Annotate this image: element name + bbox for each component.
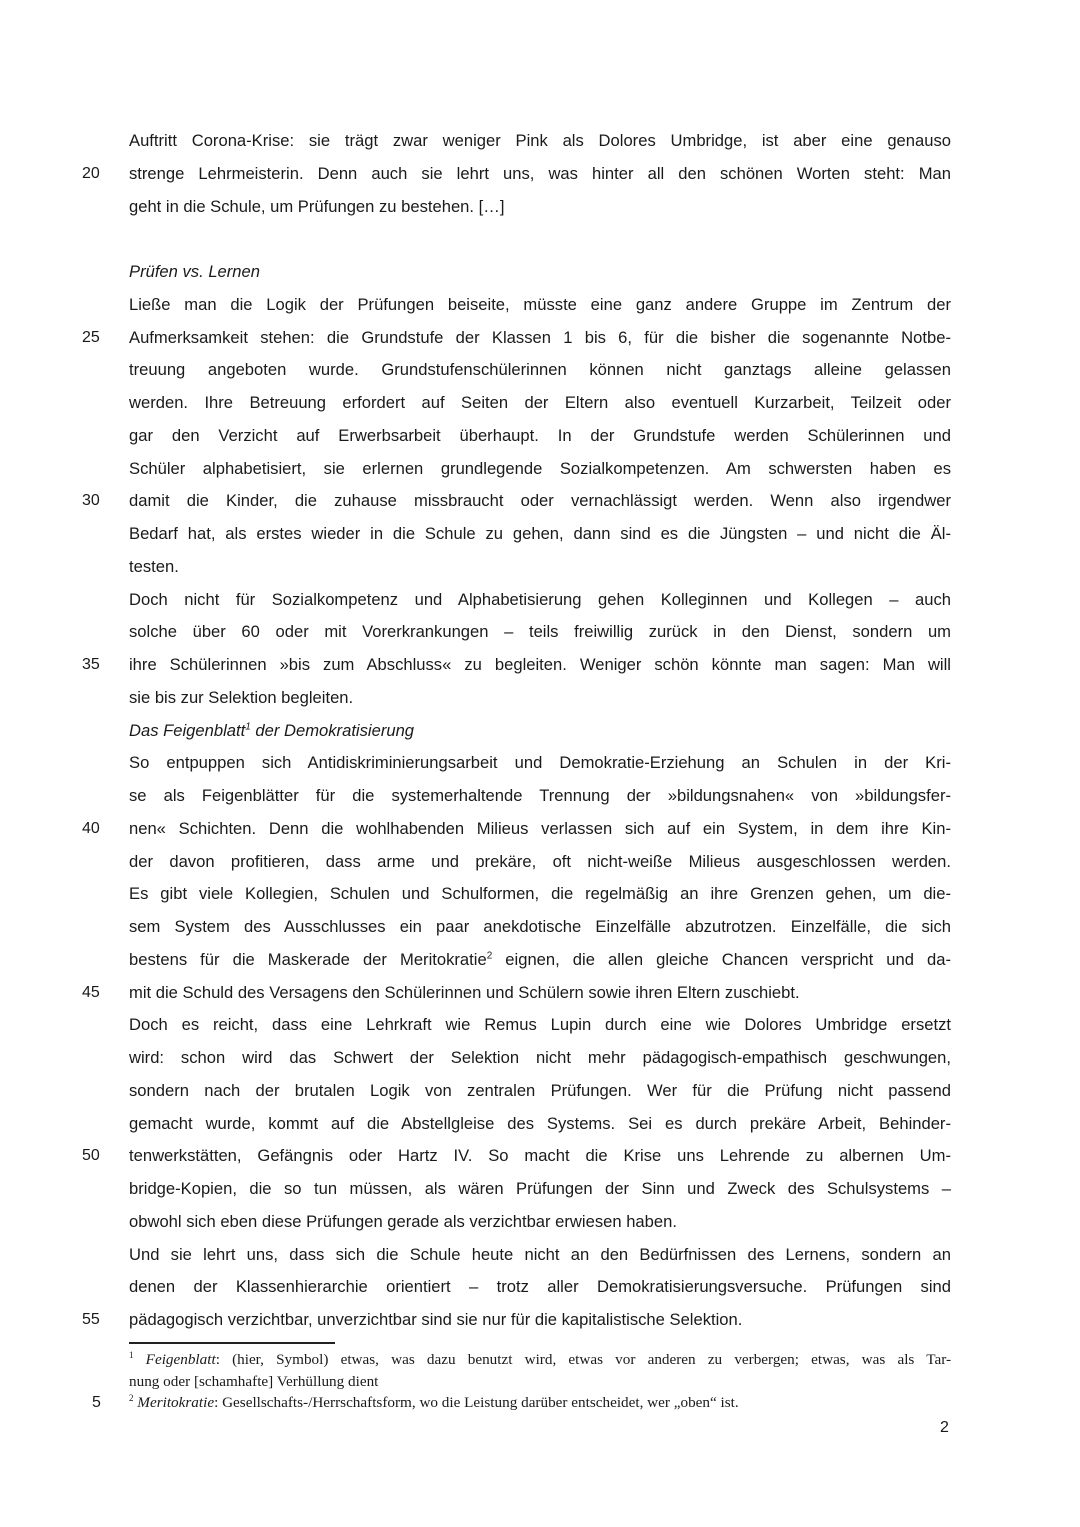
text-run: solche über 60 oder mit Vorerkrankungen – teils freiwillig zurück in den Dienst, sondern um: [129, 622, 951, 642]
text-line: [129, 522, 951, 546]
text-run: gar den Verzicht auf Erwerbsarbeit überhaupt. In der Grundstufe werden Schülerinnen und: [129, 425, 951, 445]
text-run: Auftritt Corona-Krise: sie trägt zwar weniger Pink als Dolores Umbridge, ist aber eine genauso: [129, 131, 951, 150]
line-number: 25: [82, 328, 100, 346]
text-run: der Demokratisierung: [250, 720, 415, 740]
text-run: tenwerkstätten, Gefängnis oder Hartz IV. So macht die Krise uns Lehrende zu albernen Um-: [129, 1146, 951, 1166]
text-run: Schüler alphabetisiert, sie erlernen grundlegende Sozialkompetenzen. Am schwersten haben es: [129, 458, 951, 478]
text-run: ihre Schülerinnen »bis zum Abschluss« zu begleiten. Weniger schön könnte man sagen: Man will: [129, 655, 951, 674]
text-run: Meritokratie: [137, 1394, 215, 1411]
text-run: : Gesellschafts-/Herrschaftsform, wo die Leistung darüber entscheidet, wer „oben“ ist.: [214, 1394, 739, 1411]
text-run: Das Feigenblatt: [129, 720, 246, 740]
text-run: Ließe man die Logik der Prüfungen beiseite, müsste eine ganz andere Gruppe im Zentrum der: [129, 294, 951, 314]
text-line: [129, 915, 951, 939]
footnote-reference: 2: [486, 950, 493, 962]
text-run: obwohl sich eben diese Prüfungen gerade als verzichtbar erwiesen haben.: [129, 1211, 677, 1231]
text-run: Und sie lehrt uns, dass sich die Schule heute nicht an den Bedürfnissen des Lernens, sondern an: [129, 1244, 951, 1264]
footnote-separator: [129, 1342, 335, 1344]
text-run: Aufmerksamkeit stehen: die Grundstufe der Klassen 1 bis 6, für die bisher die sogenannte Notbe-: [129, 327, 951, 347]
text-line: [129, 588, 951, 612]
text-line: [129, 686, 951, 710]
text-run: geht in die Schule, um Prüfungen zu bestehen. […]: [129, 196, 505, 216]
line-number: 55: [82, 1311, 100, 1328]
text-run: werden. Ihre Betreuung erfordert auf Seiten der Eltern also eventuell Kurzarbeit, Teilzeit oder: [129, 393, 951, 412]
text-run: wird: schon wird das Schwert der Selektion nicht mehr pädagogisch-empathisch geschwungen,: [129, 1048, 951, 1067]
page-number: 2: [940, 1419, 949, 1436]
text-run: strenge Lehrmeisterin. Denn auch sie lehrt uns, was hinter all den schönen Worten steht: Man: [129, 163, 951, 183]
text-line: [129, 326, 951, 350]
text-line: [129, 1210, 951, 1234]
text-line: [129, 1144, 951, 1168]
text-run: pädagogisch verzichtbar, unverzichtbar sind sie nur für die kapitalistische Selektion.: [129, 1310, 743, 1329]
text-line: [129, 555, 951, 579]
text-run: nung oder [schamhafte] Verhüllung dient: [129, 1372, 379, 1390]
text-line: [129, 882, 951, 906]
footnote: [129, 1350, 951, 1370]
line-number: 30: [82, 492, 100, 510]
text-run: sondern nach der brutalen Logik von zentralen Prüfungen. Wer für die Prüfung nicht passend: [129, 1080, 951, 1100]
line-number: 35: [82, 656, 100, 673]
text-run: der davon profitieren, dass arme und prekäre, oft nicht-weiße Milieus ausgeschlossen werden.: [129, 851, 951, 871]
line-number: 45: [82, 983, 100, 1001]
text-line: [129, 129, 951, 153]
text-line: [129, 1079, 951, 1103]
line-number: 50: [82, 1147, 100, 1165]
text-run: eignen, die allen gleiche Chancen verspricht und da-: [492, 949, 951, 969]
text-line: [129, 162, 951, 186]
section-heading: [129, 719, 951, 743]
text-line: [129, 424, 951, 448]
text-line: [129, 489, 951, 513]
footnote-reference: 1: [129, 1349, 134, 1360]
text-run: sem System des Ausschlusses ein paar anekdotische Einzelfälle abzutrotzen. Einzelfälle, die sich: [129, 917, 951, 936]
text-run: bridge-Kopien, die so tun müssen, als wären Prüfungen der Sinn und Zweck des Schulsystems –: [129, 1179, 951, 1198]
text-line: [129, 358, 951, 382]
text-run: nen« Schichten. Denn die wohlhabenden Milieus verlassen sich auf ein System, in dem ihre Kin-: [129, 818, 951, 838]
text-line: [129, 620, 951, 644]
text-line: [129, 1013, 951, 1037]
text-line: [129, 751, 951, 775]
text-line: [129, 457, 951, 481]
line-number: 40: [82, 819, 100, 837]
text-line: [129, 1308, 951, 1332]
text-line: [129, 391, 951, 415]
line-number: 20: [82, 164, 100, 182]
text-run: Feigenblatt: [145, 1351, 216, 1368]
text-line: [129, 293, 951, 317]
text-run: Prüfen vs. Lernen: [129, 262, 260, 281]
text-run: Bedarf hat, als erstes wieder in die Schule zu gehen, dann sind es die Jüngsten – und nicht die Äl-: [129, 524, 951, 543]
text-run: : (hier, Symbol) etwas, was dazu benutzt wird, etwas vor anderen zu verbergen; etwas, was als Tar-: [215, 1351, 952, 1368]
text-run: Es gibt viele Kollegien, Schulen und Schulformen, die regelmäßig an ihre Grenzen gehen, um die-: [129, 884, 951, 904]
text-line: [129, 1112, 951, 1136]
text-line: [129, 195, 951, 219]
text-run: Doch nicht für Sozialkompetenz und Alphabetisierung gehen Kolleginnen und Kollegen – auch: [129, 589, 951, 609]
text-line: [129, 948, 951, 972]
text-line: [129, 1177, 951, 1201]
text-line: [129, 850, 951, 874]
text-line: [129, 1243, 951, 1267]
footnote-reference: 1: [245, 720, 251, 732]
text-run: testen.: [129, 556, 179, 576]
section-heading: [129, 260, 951, 284]
line-number: 5: [92, 1394, 101, 1411]
text-line: [129, 784, 951, 808]
footnote-reference: 2: [129, 1392, 134, 1403]
text-line: [129, 1046, 951, 1070]
text-run: se als Feigenblätter für die systemerhaltende Trennung der »bildungsnahen« von »bildungsfer-: [129, 786, 951, 805]
text-line: [129, 227, 951, 251]
text-line: [129, 817, 951, 841]
text-run: So entpuppen sich Antidiskriminierungsarbeit und Demokratie-Erziehung an Schulen in der Kri-: [129, 753, 951, 773]
text-run: [134, 1351, 146, 1368]
text-run: denen der Klassenhierarchie orientiert – trotz aller Demokratisierungsversuche. Prüfungen sind: [129, 1277, 951, 1297]
text-run: damit die Kinder, die zuhause missbraucht oder vernachlässigt werden. Wenn also irgendwer: [129, 491, 951, 511]
footnote: [129, 1393, 951, 1413]
text-line: [129, 981, 951, 1005]
text-run: Doch es reicht, dass eine Lehrkraft wie Remus Lupin durch eine wie Dolores Umbridge ersetzt: [129, 1015, 951, 1035]
footnote: [129, 1372, 951, 1392]
text-line: [129, 1275, 951, 1299]
text-run: treuung angeboten wurde. Grundstufenschülerinnen können nicht ganztags alleine gelassen: [129, 360, 951, 380]
text-line: [129, 653, 951, 677]
text-run: bestens für die Maskerade der Meritokratie: [129, 949, 487, 969]
text-run: sie bis zur Selektion begleiten.: [129, 687, 354, 707]
text-run: mit die Schuld des Versagens den Schülerinnen und Schülern sowie ihren Eltern zuschiebt.: [129, 982, 800, 1002]
text-run: gemacht wurde, kommt auf die Abstellgleise des Systems. Sei es durch prekäre Arbeit, Behinder-: [129, 1113, 951, 1133]
